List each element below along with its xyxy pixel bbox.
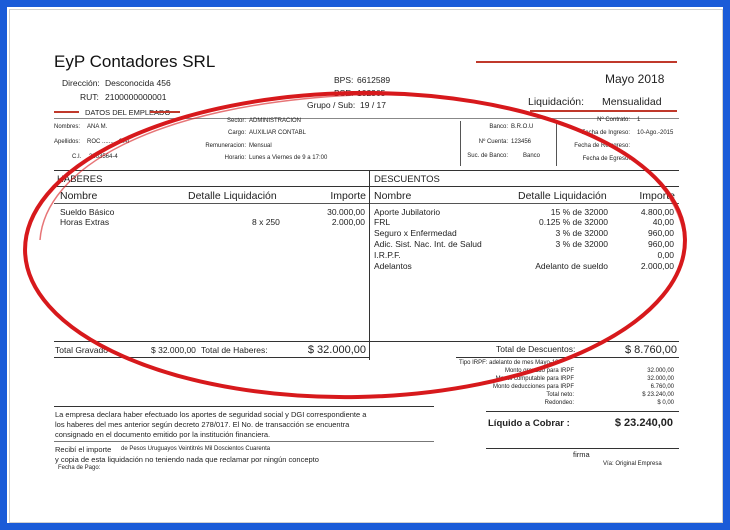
- total-haberes-label: Total de Haberes:: [201, 345, 268, 355]
- employee-section-title: DATOS DEL EMPLEADO: [85, 108, 171, 117]
- banco-value: B.R.O.U: [511, 124, 534, 130]
- table-row: 960,00: [648, 228, 674, 238]
- table-row: 2.000,00: [640, 261, 674, 271]
- table-row: I.R.P.F.: [374, 250, 401, 260]
- sector-value: ADMINISTRACION: [249, 118, 302, 124]
- suc-label: Suc. de Banco:: [467, 153, 508, 159]
- table-row: 30.000,00: [327, 207, 365, 217]
- table-row: 2.000,00: [331, 217, 365, 227]
- table-row: Seguro x Enfermedad: [374, 228, 457, 238]
- copia-text: y copia de esta liquidación no teniendo nada que reclamar por ningún concepto: [55, 455, 319, 464]
- egreso-label: Fecha de Egreso:: [582, 156, 630, 162]
- declaration-line: los haberes del mes anterior según decreto 278/017. El No. de transacción se encuentra: [55, 420, 350, 429]
- bps-value: 6612589: [357, 75, 391, 85]
- irpf-row-label: Total neto:: [546, 392, 574, 398]
- direccion-value: Desconocida 456: [105, 78, 171, 88]
- footer-left-top-rule: [54, 406, 434, 407]
- contrato-value: 1: [637, 117, 641, 123]
- contrato-label: Nº Contrato:: [597, 117, 630, 123]
- totals-right-bottom-rule: [456, 357, 679, 358]
- cuenta-label: Nº Cuenta:: [478, 139, 508, 145]
- irpf-row-value: $ 0,00: [657, 400, 674, 406]
- table-row: Adelantos: [374, 261, 412, 271]
- rut-label: RUT:: [80, 92, 99, 102]
- haberes-col-detalle: Detalle Liquidación: [188, 190, 277, 202]
- total-descuentos-label: Total de Descuentos:: [496, 344, 576, 354]
- header-red-rule-right-2: [530, 110, 677, 112]
- table-center-divider: [369, 170, 370, 360]
- grupo-label: Grupo / Sub:: [307, 100, 356, 110]
- firma-rule: [486, 448, 679, 449]
- company-name: EyP Contadores SRL: [54, 52, 216, 71]
- horario-label: Horario:: [224, 155, 246, 161]
- ci-value: 3563564-4: [89, 154, 118, 160]
- employee-top-rule: [54, 118, 679, 119]
- table-top-rule: [54, 170, 679, 171]
- table-row: Sueldo Básico: [60, 207, 115, 217]
- descuentos-title: DESCUENTOS: [374, 174, 440, 185]
- fecha-pago-label: Fecha de Pago:: [58, 465, 101, 471]
- table-row: 3 % de 32000: [555, 239, 608, 249]
- table-row: 8 x 250: [252, 217, 280, 227]
- total-gravado-label: Total Gravado: [55, 345, 108, 355]
- table-row: 960,00: [648, 239, 674, 249]
- haberes-col-importe: Importe: [330, 190, 366, 202]
- liquidacion-label: Liquidación:: [528, 96, 585, 108]
- table-row: 40,00: [652, 217, 674, 227]
- sector-label: Sector:: [226, 118, 246, 124]
- table-row: 0,00: [657, 250, 674, 260]
- table-row: 15 % de 32000: [550, 207, 608, 217]
- irpf-tipo-label: Tipo IRPF: adelanto de mes Mayo-18: [459, 360, 559, 366]
- footer-right-top-rule: [486, 411, 679, 412]
- total-descuentos-value: $ 8.760,00: [625, 344, 677, 356]
- period-month: Mayo 2018: [605, 72, 665, 86]
- table-row: Aporte Jubilatorio: [374, 207, 441, 217]
- irpf-row-label: Redondeo:: [544, 400, 574, 406]
- ingreso-label: Fecha de Ingreso:: [581, 130, 630, 136]
- cargo-value: AUXILIAR CONTABL: [249, 130, 306, 136]
- irpf-row-value: 6.760,00: [650, 384, 674, 390]
- irpf-row-value: 32.000,00: [647, 368, 674, 374]
- remuneracion-label: Remuneracion:: [205, 143, 246, 149]
- total-gravado-value: $ 32.000,00: [151, 345, 196, 355]
- haberes-title: HABERES: [57, 174, 103, 185]
- grupo-value: 19 / 17: [360, 100, 386, 110]
- table-row: 3 % de 32000: [555, 228, 608, 238]
- suc-value: Banco: [523, 153, 541, 159]
- descuentos-col-nombre: Nombre: [374, 190, 412, 202]
- liquido-value: $ 23.240,00: [614, 417, 673, 429]
- liquidacion-value: Mensualidad: [602, 96, 662, 108]
- rut-value: 2100000000001: [105, 92, 167, 102]
- declaration-line: La empresa declara haber efectuado los aportes de seguridad social y DGI correspondiente a: [55, 410, 367, 419]
- employee-divider-right: [556, 121, 557, 166]
- table-colhead-rule: [54, 203, 679, 204]
- header-red-rule-right: [476, 61, 677, 63]
- cargo-label: Cargo:: [227, 130, 246, 136]
- irpf-row-label: Monto computable para IRPF: [495, 376, 574, 382]
- irpf-row-value: $ 23.240,00: [642, 392, 674, 398]
- employee-red-rule: [54, 111, 79, 113]
- horario-value: Lunes a Viernes de 9 a 17:00: [249, 155, 328, 161]
- descuentos-col-detalle: Detalle Liquidación: [518, 190, 607, 202]
- remuneracion-value: Mensual: [249, 143, 272, 149]
- recibi-label: Recibí el importe: [55, 445, 112, 454]
- bps-label: BPS:: [334, 75, 354, 85]
- table-row: Adelanto de sueldo: [535, 261, 608, 271]
- cuenta-value: 123456: [511, 139, 532, 145]
- employee-red-rule-2: [150, 111, 180, 113]
- liquido-label: Líquido a Cobrar :: [488, 418, 570, 429]
- irpf-row-value: 32.000,00: [647, 376, 674, 382]
- irpf-row-label: Monto gravado para IRPF: [504, 368, 574, 374]
- table-header-rule: [54, 186, 679, 187]
- table-row: 4.800,00: [640, 207, 674, 217]
- totals-left-bottom-rule: [54, 357, 370, 358]
- table-row: FRL: [374, 217, 391, 227]
- nombres-label: Nombres:: [54, 124, 81, 130]
- ingreso-value: 10-Ago.-2015: [637, 130, 674, 136]
- descuentos-col-importe: Importe: [639, 190, 675, 202]
- apellidos-value: ROC ......... GAI: [87, 139, 130, 145]
- bse-value: 102365: [357, 88, 386, 98]
- totals-top-rule: [54, 341, 679, 342]
- employee-divider-left: [460, 121, 461, 166]
- banco-label: Banco:: [489, 124, 508, 130]
- nombres-value: ANA M.: [87, 124, 108, 130]
- table-row: Adic. Sist. Nac. Int. de Salud: [374, 239, 482, 249]
- via-label: Vía: Original Empresa: [603, 461, 662, 467]
- footer-left-mid-rule: [54, 441, 434, 442]
- firma-label: firma: [573, 450, 590, 459]
- bse-label: BSE:: [334, 88, 354, 98]
- reingreso-label: Fecha de Reingreso:: [574, 143, 630, 149]
- declaration-line: consignado en el documento emitido por la institución financiera.: [55, 430, 271, 439]
- total-haberes-value: $ 32.000,00: [307, 344, 366, 356]
- table-row: Horas Extras: [60, 217, 110, 227]
- direccion-label: Dirección:: [62, 78, 100, 88]
- recibi-value: de Pesos Uruguayos Veintitrés Mil Doscientos Cuarenta: [121, 446, 271, 452]
- haberes-col-nombre: Nombre: [60, 190, 98, 202]
- table-row: 0.125 % de 32000: [538, 217, 608, 227]
- apellidos-label: Apellidos:: [54, 139, 81, 145]
- irpf-row-label: Monto deducciones para IRPF: [492, 384, 574, 390]
- ci-label: C.I.: [72, 154, 82, 160]
